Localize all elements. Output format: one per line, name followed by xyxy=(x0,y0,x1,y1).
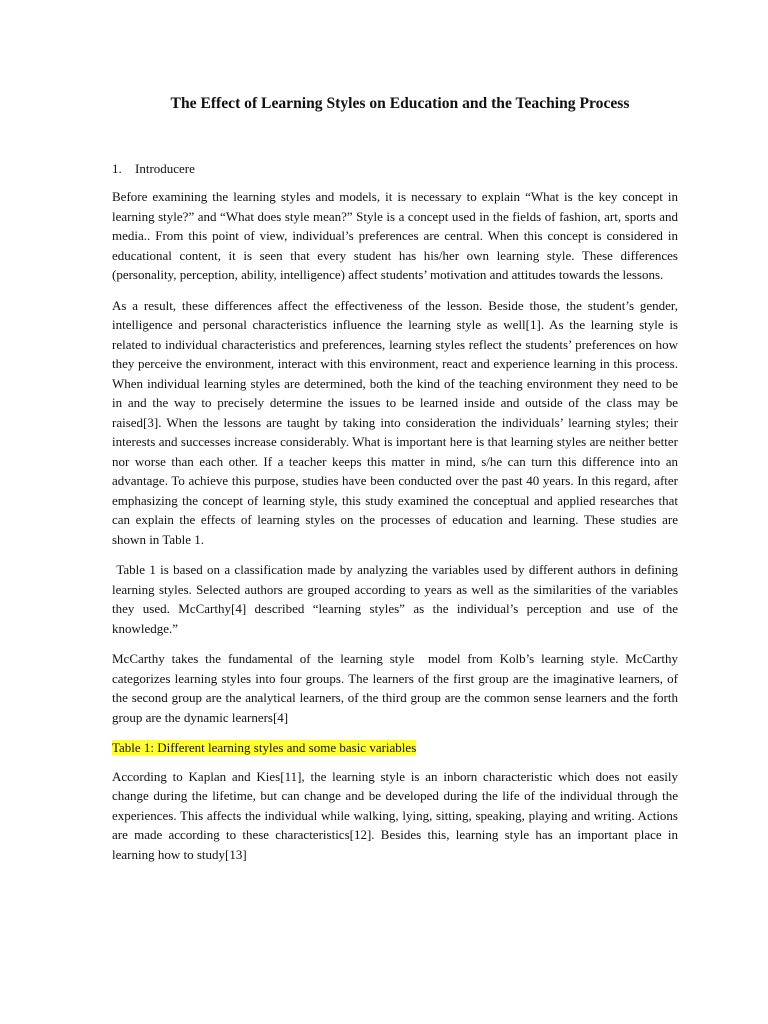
highlighted-caption-text: Table 1: Different learning styles and some basic variables xyxy=(112,740,417,755)
section-heading xyxy=(112,159,678,179)
closing-paragraph: According to Kaplan and Kies[11], the learning style is an inborn characteristic which does not easily change during the lifetime, but can change and be developed during the life of the individual through the experiences. This affects the individual while walking, lying, sitting, speaking, playing and writing. Actions are made according to these characteristics[12]. Besides this, learning style has an important place in learning how to study[13] xyxy=(112,768,678,862)
document-title: The Effect of Learning Styles on Education and the Teaching Process xyxy=(170,95,630,112)
paragraph-2: As a result, these differences affect the effectiveness of the lesson. Beside those, the student’s gender, intelligence and personal characteristics influence the learning style as well[1]. As the learning style is related to individual characteristics and preferences, learning styles reflect the students’ preferences on how they perceive the environment, interact with this environment, react and experience learning in this process. When individual learning styles are determined, both the kind of the teaching environment they need to be in and the way to precisely determine the issues to be learned inside and outside of the class may be raised[3]. When the lessons are taught by taking into consideration the individuals’ learning styles; their interests and successes increase considerably. What is important here is that learning styles are neither better nor worse than each other. If a teacher keeps this matter in mind, s/he can turn this difference into an advantage. To achieve this purpose, studies have been conducted over the past 40 years. In this regard, after emphasizing the concept of learning style, this study examined the conceptual and applied researches that can explain the effects of learning styles on the processes of education and learning. These studies are shown in Table 1. xyxy=(112,297,678,547)
paragraph-1: Before examining the learning styles and models, it is necessary to explain “What is the key concept in learning style?” and “What does style mean?” Style is a concept used in the fields of fashion, art, sports and media.. From this point of view, individual’s preferences are central. When this concept is considered in educational content, it is seen that every student has his/her own learning style. These differences (personality, perception, ability, intelligence) affect students’ motivation and attitudes towards the lessons. xyxy=(112,189,678,282)
section-number: 1. xyxy=(112,161,122,176)
document-page xyxy=(112,94,682,875)
table-caption xyxy=(112,738,678,758)
paragraph-3: Table 1 is based on a classification made by analyzing the variables used by different authors in defining learning styles. Selected authors are grouped according to years as well as the similarities of the variables they used. McCarthy[4] described “learning styles” as the individual’s perception and use of the knowledge.” xyxy=(112,562,682,636)
paragraph-4: McCarthy takes the fundamental of the learning style model from Kolb’s learning style. McCarthy categorizes learning styles into four groups. The learners of the first group are the imaginative learners, of the second group are the analytical learners, of the third group are the common sense learners and the forth group are the dynamic learners[4] xyxy=(112,651,682,725)
section-title: Introducere xyxy=(135,161,195,176)
